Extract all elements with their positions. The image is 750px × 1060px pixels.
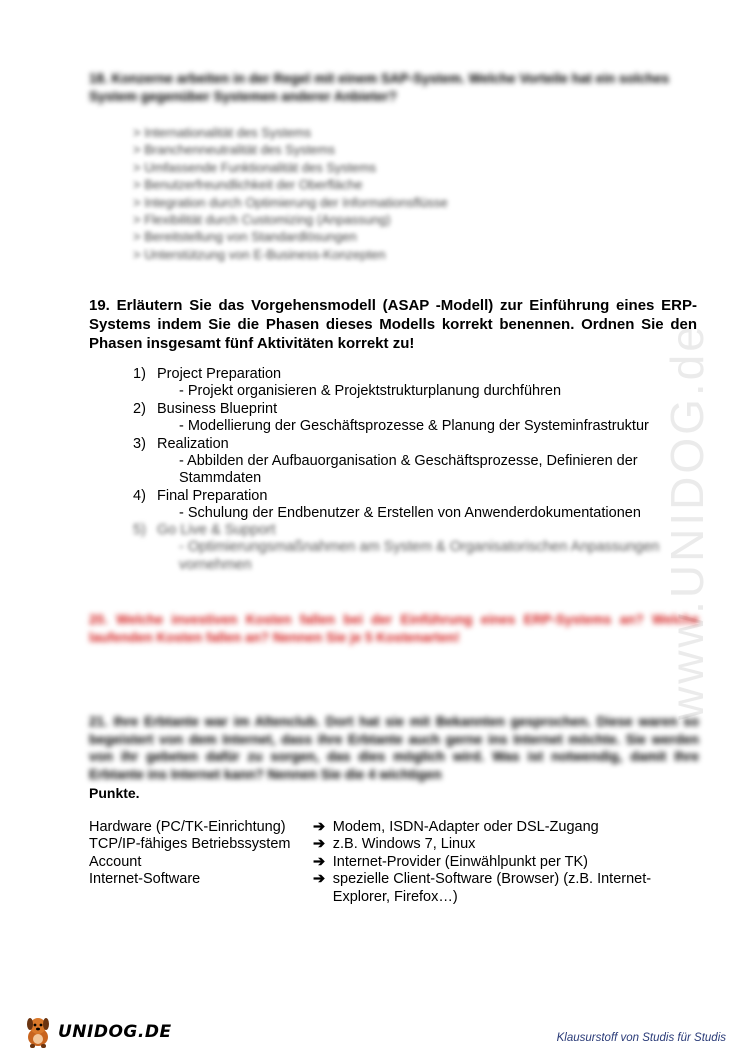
- phase-activity: - Optimierungsmaßnahmen am System & Organisatorischen Anpassungen vornehmen: [179, 539, 660, 573]
- phase-item: [133, 488, 693, 523]
- arrow-right-icon: ➔: [313, 871, 326, 888]
- arrow-right-icon: ➔: [313, 836, 326, 853]
- phase-name: Final Preparation: [157, 487, 268, 504]
- unidog-logo: [22, 1015, 172, 1049]
- list-item: > Branchenneutralität des Systems: [133, 141, 553, 158]
- answer-value: z.B. Windows 7, Linux: [332, 836, 476, 853]
- answer-value: Modem, ISDN-Adapter oder DSL-Zugang: [332, 819, 599, 835]
- list-item: > Flexibilität durch Customizing (Anpassung): [133, 211, 553, 228]
- phase-name: Business Blueprint: [157, 400, 278, 417]
- phase-activity: - Projekt organisieren & Projektstrukturplanung durchführen: [179, 383, 562, 400]
- list-item: > Internationalität des Systems: [133, 124, 553, 141]
- answer-row: [89, 819, 689, 836]
- phase-item-5: [133, 522, 693, 574]
- list-item: > Bereitstellung von Standardlösungen: [133, 228, 553, 245]
- question-18: 18. Konzerne arbeiten in der Regel mit einem SAP-System. Welche Vorteile hat ein solches System gegenüber Systemen anderer Anbieter?: [89, 71, 670, 104]
- phase-number: 5): [133, 522, 146, 538]
- phase-activity: - Modellierung der Geschäftsprozesse & Planung der Systeminfrastruktur: [179, 418, 649, 435]
- phase-number: 1): [133, 366, 146, 382]
- phase-activity: - Schulung der Endbenutzer & Erstellen von Anwenderdokumentationen: [179, 505, 641, 522]
- list-item: > Unterstützung von E-Business-Konzepten: [133, 246, 553, 263]
- arrow-right-icon: ➔: [313, 853, 326, 870]
- question-18-answer-list: [133, 124, 553, 263]
- phase-name: Realization: [157, 435, 229, 452]
- answer-row: [89, 871, 689, 906]
- answer-row: [89, 854, 689, 871]
- answer-label: Hardware (PC/TK-Einrichtung): [89, 819, 286, 835]
- logo-text: UNIDOG.DE: [58, 1022, 172, 1042]
- answer-table: [89, 819, 689, 906]
- answer-label: Internet-Software: [89, 871, 201, 888]
- dog-mascot-icon: [22, 1015, 54, 1049]
- answer-row: [89, 836, 689, 853]
- phase-name: Go Live & Support: [157, 522, 276, 538]
- footer-tagline: Klausurstoff von Studis für Studis: [556, 1032, 726, 1044]
- question-19: 19. Erläutern Sie das Vorgehensmodell (ASAP -Modell) zur Einführung eines ERP-Systems indem Sie die Phasen dieses Modells korrekt benennen. Ordnen Sie den Phasen insgesamt fünf Aktivitäten korrekt zu!: [89, 297, 697, 352]
- watermark: www.UNIDOG.de: [661, 323, 713, 720]
- phase-number: 4): [133, 487, 146, 504]
- phase-item: [133, 436, 693, 488]
- answer-label: Account: [89, 853, 142, 870]
- answer-value: spezielle Client-Software (Browser) (z.B. Internet-Explorer, Firefox…): [332, 871, 652, 905]
- phase-list: [133, 366, 693, 523]
- phase-number: 2): [133, 400, 146, 417]
- arrow-right-icon: ➔: [313, 819, 326, 835]
- answer-label: TCP/IP-fähiges Betriebssystem: [89, 836, 291, 853]
- phase-name: Project Preparation: [157, 366, 282, 382]
- answer-value: Internet-Provider (Einwählpunkt per TK): [332, 853, 588, 870]
- phase-item: [133, 366, 693, 401]
- phase-activity: - Abbilden der Aufbauorganisation & Geschäftsprozesse, Definieren der Stammdaten: [179, 453, 638, 487]
- phase-item: [133, 401, 693, 436]
- list-item: > Benutzerfreundlichkeit der Oberfläche: [133, 176, 553, 193]
- question-21-end: Punkte.: [89, 785, 140, 801]
- list-item: > Umfassende Funktionalität des Systems: [133, 159, 553, 176]
- question-20: 20. Welche investiven Kosten fallen bei der Einführung eines ERP-Systems an? Welche laufenden Kosten fallen an? Nennen Sie je 5 Kostenarten!: [89, 612, 699, 645]
- list-item: > Integration durch Optimierung der Informationsflüsse: [133, 194, 553, 211]
- question-21: 21. Ihre Erbtante war im Altenclub. Dort hat sie mit Bekannten gesprochen. Diese waren so begeistert von dem Internet, dass ihre Erbtante auch gerne ins Internet möchte. Sie werden von ihr gebeten dafür zu sorgen, das dies möglich wird. Was ist notwendig, damit Ihre Erbtante ins Internet kann? Nennen Sie die 4 wichtigen: [89, 714, 699, 782]
- phase-number: 3): [133, 435, 146, 452]
